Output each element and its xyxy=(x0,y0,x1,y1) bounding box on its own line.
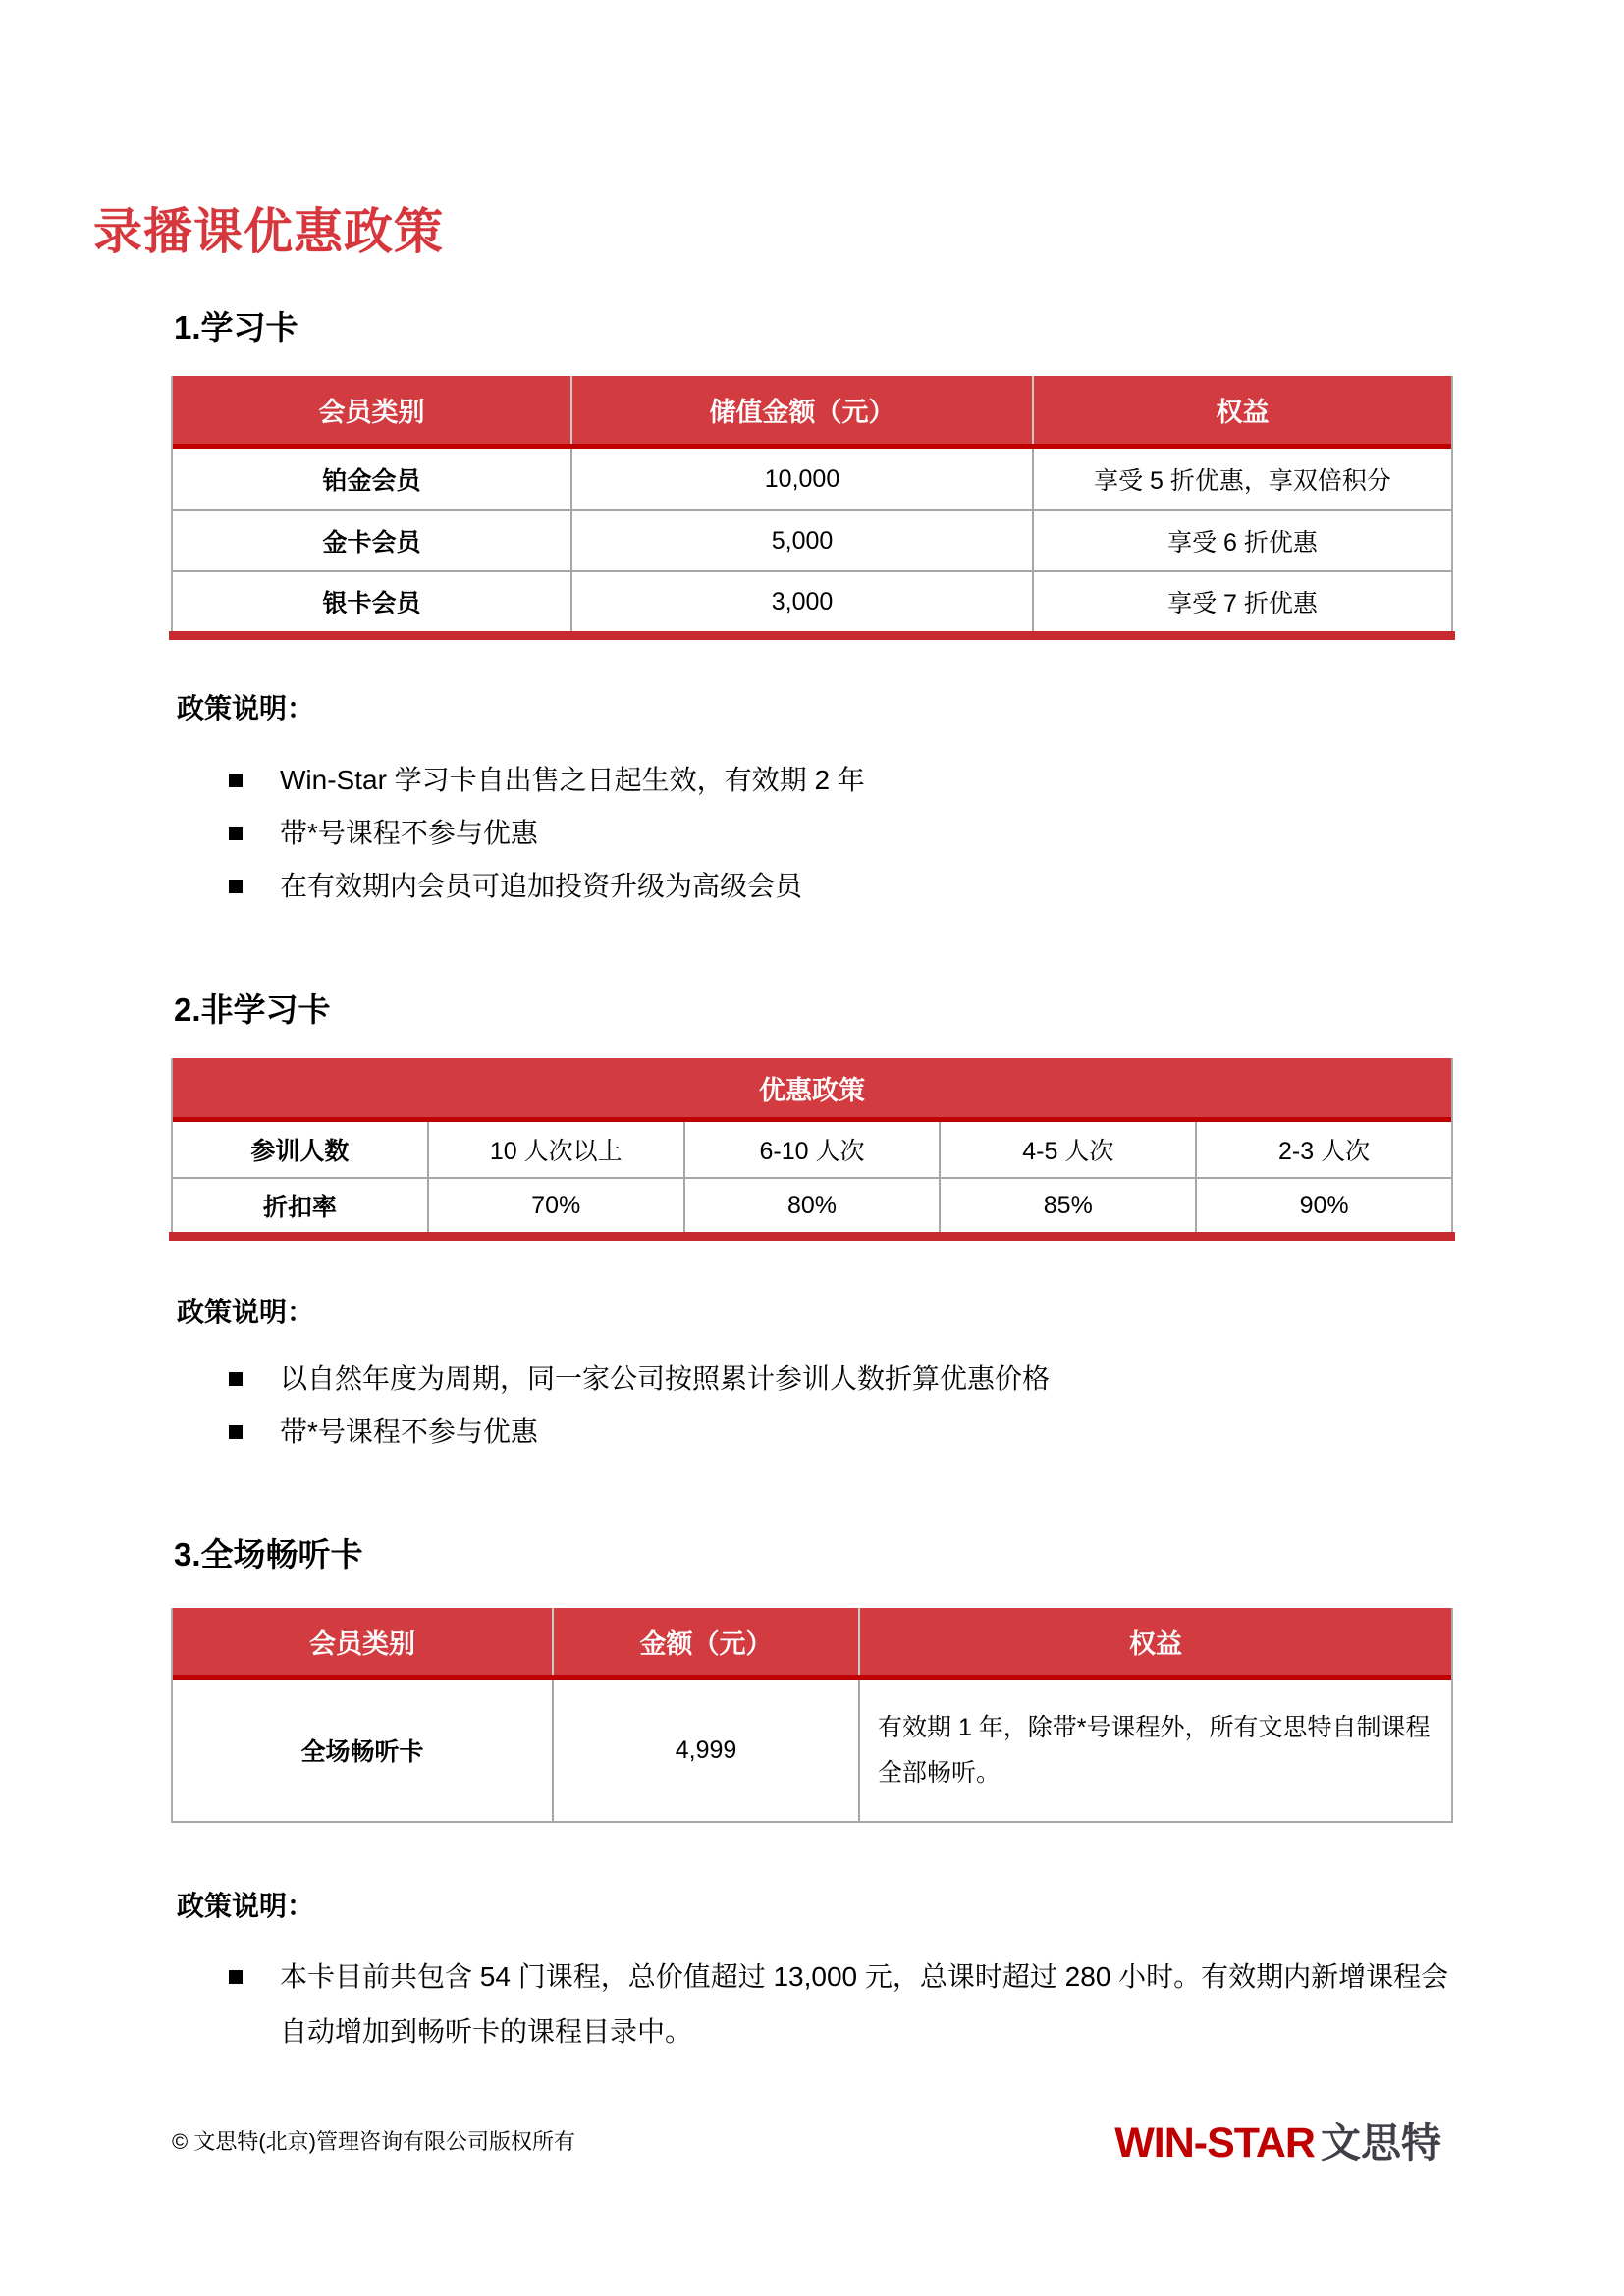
amount-cell: 3,000 xyxy=(570,572,1032,631)
bullet-marker-icon xyxy=(229,1372,243,1386)
bullet-marker-icon xyxy=(229,827,243,840)
table-bottom-rule xyxy=(169,1232,1455,1241)
amount-cell: 4,999 xyxy=(552,1680,858,1821)
table-header-cell: 会员类别 xyxy=(309,1629,415,1659)
table-row xyxy=(173,449,1451,509)
policy-notes-label: 政策说明： xyxy=(177,693,315,723)
section-3-heading: 3.全场畅听卡 xyxy=(174,1536,363,1573)
policy-note xyxy=(229,817,1453,850)
table-header-row xyxy=(173,1058,1451,1122)
footer-copyright: © 文思特(北京)管理咨询有限公司版权所有 xyxy=(172,2129,575,2154)
policy-note-text: 在有效期内会员可追加投资升级为高级会员 xyxy=(280,871,803,901)
member-type-cell: 金卡会员 xyxy=(322,529,421,557)
non-study-card-table xyxy=(171,1058,1453,1241)
member-type-cell: 全场畅听卡 xyxy=(300,1738,424,1766)
table-header-cell: 储值金额（元） xyxy=(570,376,1032,444)
all-access-card-table xyxy=(171,1608,1453,1823)
tier-cell: 4-5 人次 xyxy=(939,1122,1195,1177)
policy-note xyxy=(229,1362,1453,1396)
policy-note-text: 带*号课程不参与优惠 xyxy=(280,1416,538,1447)
policy-notes-label: 政策说明： xyxy=(177,1297,315,1327)
table-row xyxy=(173,1122,1451,1177)
table-header-cell: 优惠政策 xyxy=(759,1075,865,1105)
table-header-cell: 会员类别 xyxy=(318,398,425,427)
table-header-cell: 权益 xyxy=(858,1608,1451,1675)
bullet-marker-icon xyxy=(229,1970,243,1984)
table-header-cell: 权益 xyxy=(1032,376,1451,444)
row-label-cell: 折扣率 xyxy=(262,1194,337,1221)
discount-cell: 85% xyxy=(939,1179,1195,1232)
policy-note xyxy=(229,870,1453,903)
logo-wensite-text: 文思特 xyxy=(1321,2120,1441,2165)
discount-cell: 80% xyxy=(683,1179,940,1232)
policy-note-text: 以自然年度为周期，同一家公司按照累计参训人数折算优惠价格 xyxy=(280,1363,1051,1394)
tier-cell: 6-10 人次 xyxy=(683,1122,940,1177)
amount-cell: 10,000 xyxy=(570,449,1032,509)
table-row xyxy=(173,570,1451,631)
row-label-cell: 参训人数 xyxy=(250,1138,350,1165)
table-row xyxy=(173,1680,1451,1821)
member-type-cell: 银卡会员 xyxy=(322,590,421,617)
policy-notes-list xyxy=(229,764,1453,903)
policy-note xyxy=(229,764,1453,797)
benefit-cell: 有效期 1 年，除带*号课程外，所有文思特自制课程全部畅听。 xyxy=(858,1680,1451,1821)
member-type-cell: 铂金会员 xyxy=(322,467,421,495)
discount-cell: 70% xyxy=(427,1179,683,1232)
study-card-table xyxy=(171,376,1453,640)
table-row xyxy=(173,1177,1451,1232)
policy-notes-list xyxy=(229,1949,1453,2059)
tier-cell: 2-3 人次 xyxy=(1195,1122,1451,1177)
section-2-heading: 2.非学习卡 xyxy=(174,991,331,1028)
bullet-marker-icon xyxy=(229,774,243,787)
policy-note-text: Win-Star 学习卡自出售之日起生效，有效期 2 年 xyxy=(280,765,865,795)
page-title: 录播课优惠政策 xyxy=(93,204,444,259)
benefit-cell: 享受 5 折优惠，享双倍积分 xyxy=(1032,449,1451,509)
bullet-marker-icon xyxy=(229,1425,243,1439)
discount-cell: 90% xyxy=(1195,1179,1451,1232)
table-header-row xyxy=(173,376,1451,449)
table-header-cell: 金额（元） xyxy=(552,1608,858,1675)
table-bottom-rule xyxy=(169,631,1455,640)
brand-logo xyxy=(1114,2110,1441,2168)
section-1-heading: 1.学习卡 xyxy=(174,309,298,346)
tier-cell: 10 人次以上 xyxy=(427,1122,683,1177)
benefit-cell: 享受 6 折优惠 xyxy=(1032,511,1451,570)
amount-cell: 5,000 xyxy=(570,511,1032,570)
table-header-row xyxy=(173,1608,1451,1680)
policy-note-text: 带*号课程不参与优惠 xyxy=(280,818,538,848)
policy-notes-label: 政策说明： xyxy=(177,1891,315,1921)
logo-winstar-text: WIN-STAR xyxy=(1114,2119,1315,2166)
benefit-cell: 享受 7 折优惠 xyxy=(1032,572,1451,631)
policy-notes-list xyxy=(229,1362,1453,1449)
policy-note xyxy=(229,1415,1453,1449)
table-row xyxy=(173,509,1451,570)
policy-note xyxy=(229,1949,1453,2059)
bullet-marker-icon xyxy=(229,880,243,893)
policy-note-text: 本卡目前共包含 54 门课程，总价值超过 13,000 元，总课时超过 280 小时。有效期内新增课程会自动增加到畅听卡的课程目录中。 xyxy=(280,1961,1449,2047)
